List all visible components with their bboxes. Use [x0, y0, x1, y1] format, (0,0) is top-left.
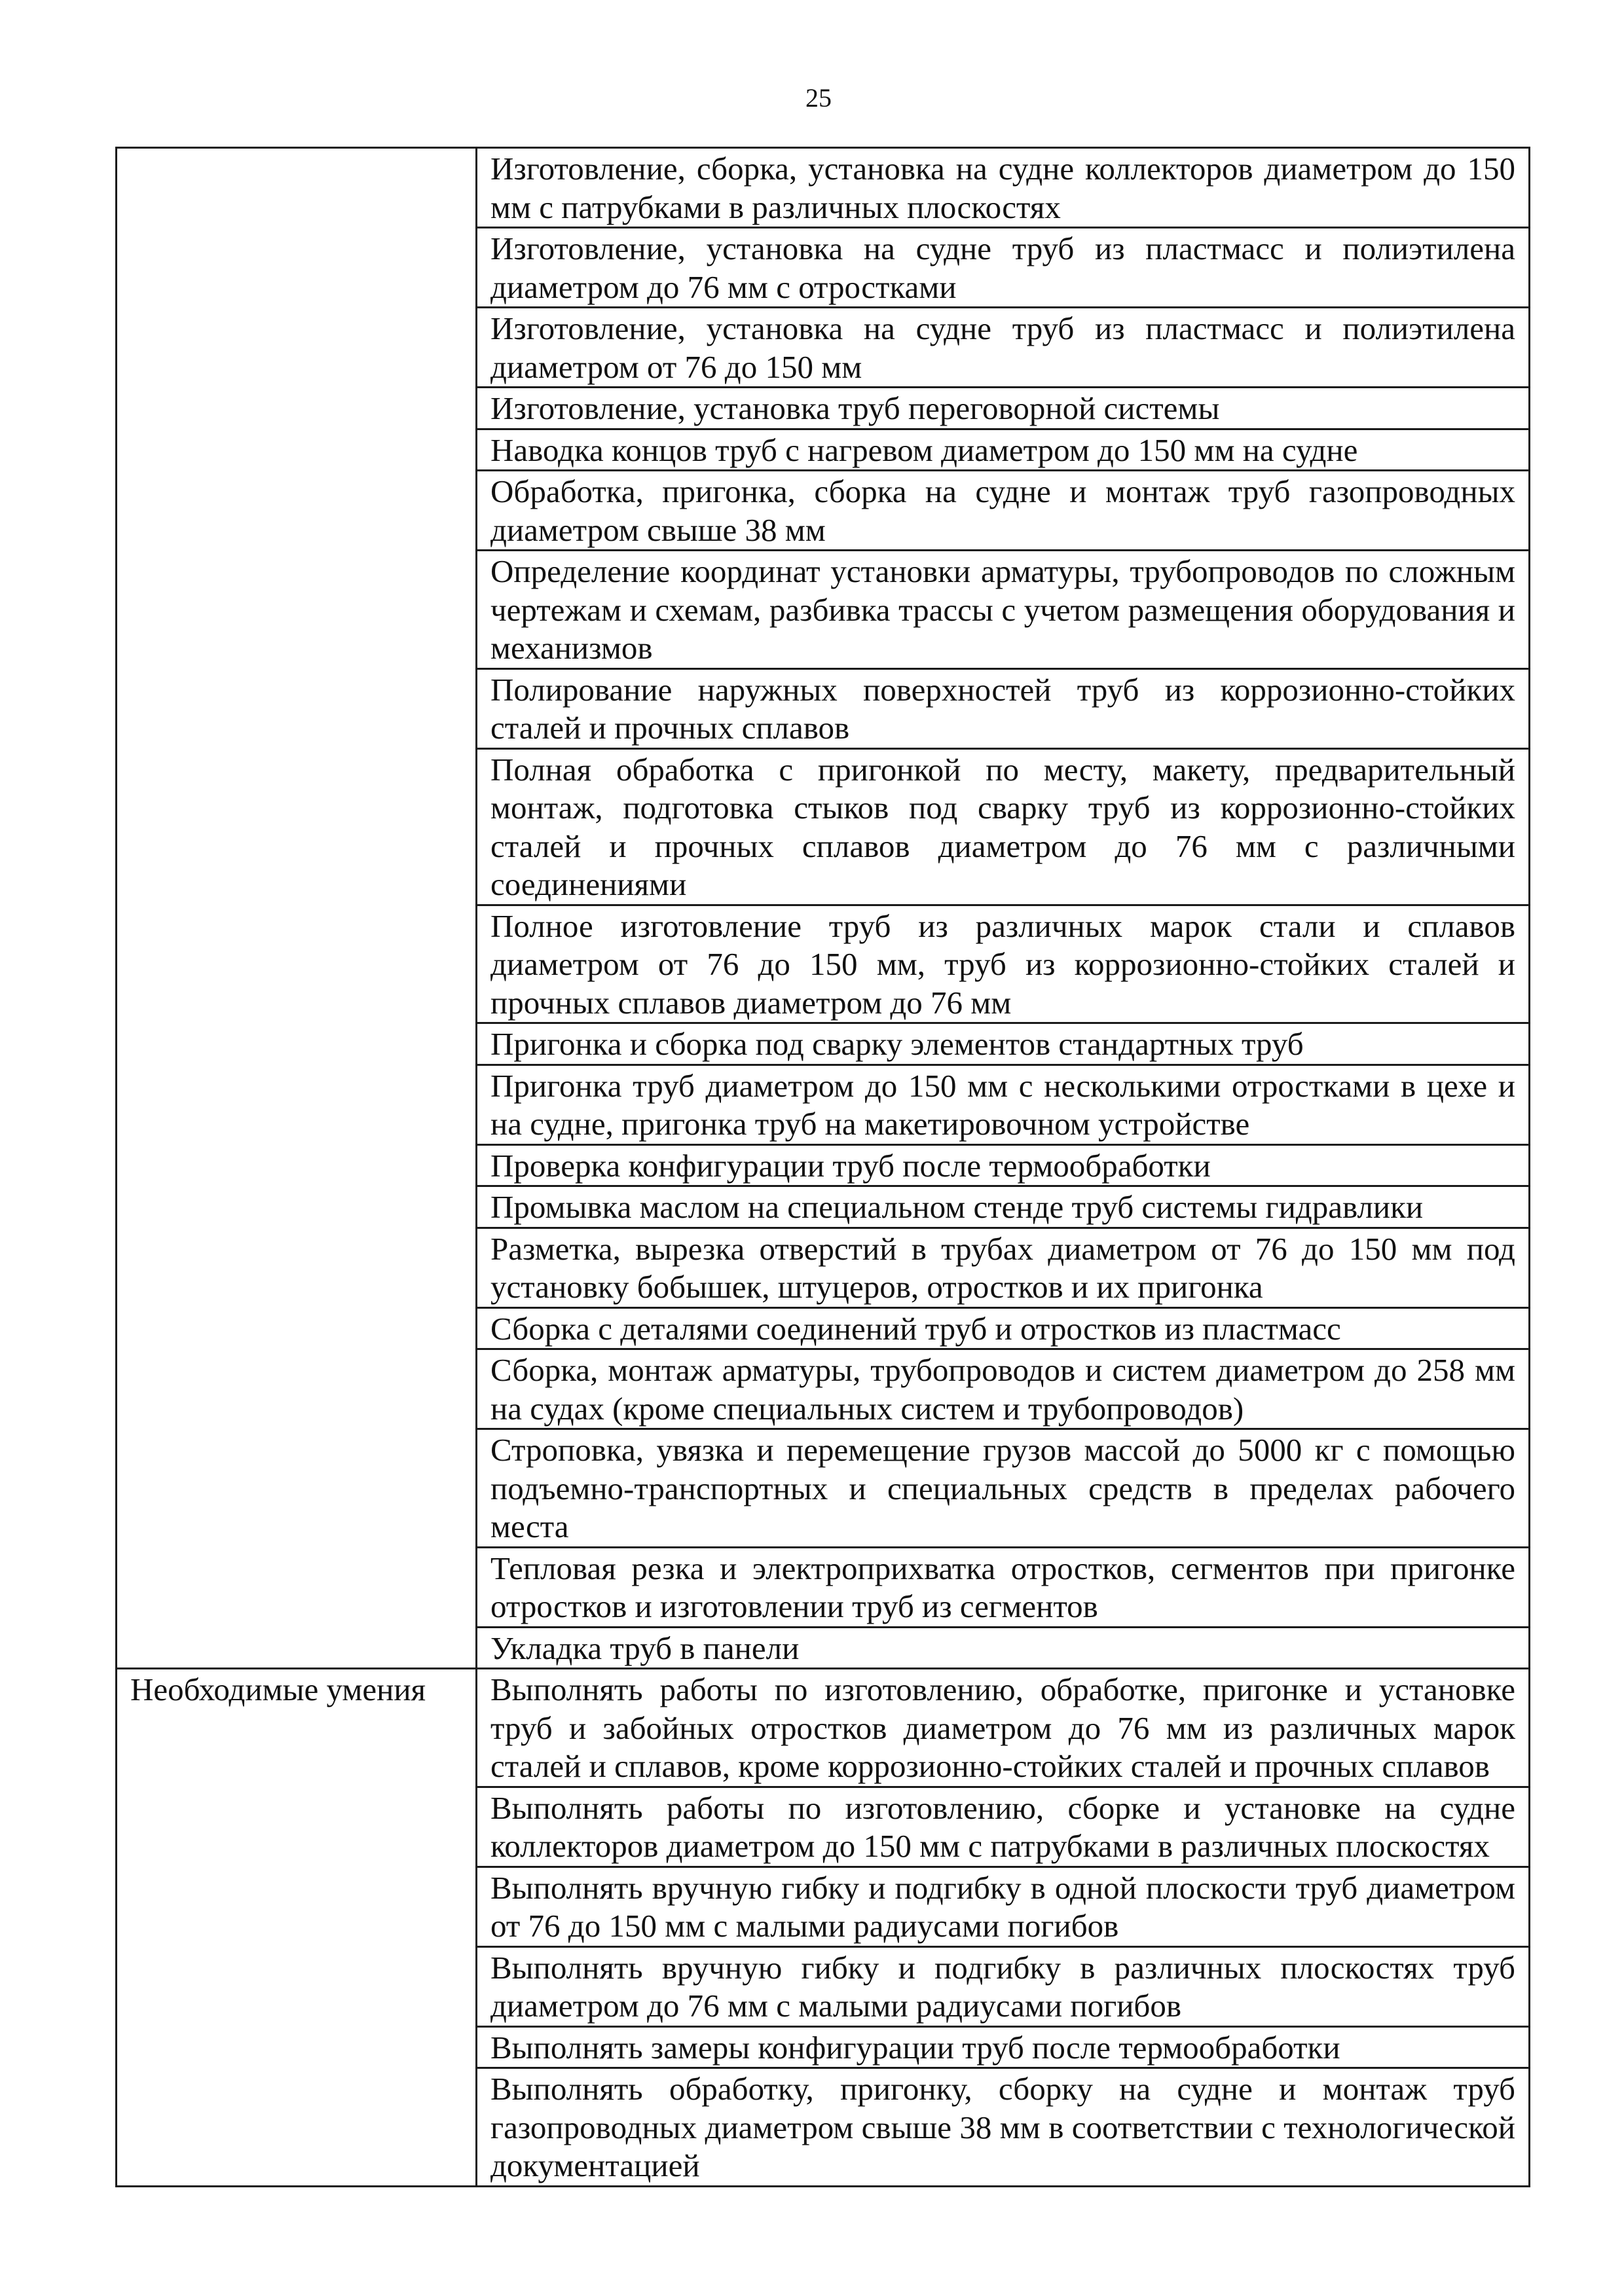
table-cell: Выполнять обработку, пригонку, сборку на судне и монтаж труб газопроводных диаметром свыше 38 мм в соответствии с технологической документацией: [477, 2068, 1530, 2187]
table-cell: Полное изготовление труб из различных марок стали и сплавов диаметром от 76 до 150 мм, труб из коррозионно-стойких сталей и прочных сплавов диаметром до 76 мм: [477, 905, 1530, 1023]
table-cell: Обработка, пригонка, сборка на судне и монтаж труб газопроводных диаметром свыше 38 мм: [477, 471, 1530, 551]
table-cell: Укладка труб в панели: [477, 1627, 1530, 1669]
table-cell: Выполнять вручную гибку и подгибку в различных плоскостях труб диаметром до 76 мм с малыми радиусами погибов: [477, 1946, 1530, 2026]
table-cell: Сборка с деталями соединений труб и отростков из пластмасс: [477, 1307, 1530, 1349]
table-cell: Изготовление, установка труб переговорной системы: [477, 388, 1530, 429]
table-row: [117, 148, 1530, 228]
table-cell: Полная обработка с пригонкой по месту, макету, предварительный монтаж, подготовка стыков под сварку труб из коррозионно-стойких сталей и прочных сплавов диаметром до 76 мм с различными соединениями: [477, 748, 1530, 905]
table-cell: Выполнять вручную гибку и подгибку в одной плоскости труб диаметром от 76 до 150 мм с малыми радиусами погибов: [477, 1867, 1530, 1946]
table-cell: Тепловая резка и электроприхватка отростков, сегментов при пригонке отростков и изготовлении труб из сегментов: [477, 1547, 1530, 1627]
table-cell: Пригонка труб диаметром до 150 мм с несколькими отростками в цехе и на судне, пригонка труб на макетировочном устройстве: [477, 1065, 1530, 1144]
table-cell: Пригонка и сборка под сварку элементов стандартных труб: [477, 1023, 1530, 1065]
table-row: [117, 1669, 1530, 1787]
table-cell: Промывка маслом на специальном стенде труб системы гидравлики: [477, 1186, 1530, 1228]
qualification-table: [115, 147, 1530, 2187]
table-cell: Разметка, вырезка отверстий в трубах диаметром от 76 до 150 мм под установку бобышек, штуцеров, отростков и их пригонка: [477, 1228, 1530, 1307]
table-cell: Строповка, увязка и перемещение грузов массой до 5000 кг с помощью подъемно-транспортных и специальных средств в пределах рабочего места: [477, 1429, 1530, 1548]
table-cell: Полирование наружных поверхностей труб из коррозионно-стойких сталей и прочных сплавов: [477, 668, 1530, 748]
page-number: 25: [805, 83, 832, 113]
section-label-labor-actions: [117, 148, 477, 1669]
table-cell: Сборка, монтаж арматуры, трубопроводов и систем диаметром до 258 мм на судах (кроме специальных систем и трубопроводов): [477, 1349, 1530, 1429]
table-cell: Проверка конфигурации труб после термообработки: [477, 1144, 1530, 1186]
table-cell: Наводка концов труб с нагревом диаметром до 150 мм на судне: [477, 429, 1530, 471]
table-cell: Изготовление, установка на судне труб из пластмасс и полиэтилена диаметром от 76 до 150 мм: [477, 308, 1530, 388]
table-cell: Изготовление, установка на судне труб из пластмасс и полиэтилена диаметром до 76 мм с отростками: [477, 228, 1530, 308]
table-cell: Определение координат установки арматуры, трубопроводов по сложным чертежам и схемам, разбивка трассы с учетом размещения оборудования и механизмов: [477, 551, 1530, 669]
table-cell: Изготовление, сборка, установка на судне коллекторов диаметром до 150 мм с патрубками в различных плоскостях: [477, 148, 1530, 228]
section-label-required-skills: Необходимые умения: [117, 1669, 477, 2187]
table-cell: Выполнять работы по изготовлению, обработке, пригонке и установке труб и забойных отростков диаметром до 76 мм из различных марок сталей и сплавов, кроме коррозионно-стойких сталей и прочных сплавов: [477, 1669, 1530, 1787]
table-cell: Выполнять замеры конфигурации труб после термообработки: [477, 2026, 1530, 2068]
table-cell: Выполнять работы по изготовлению, сборке и установке на судне коллекторов диаметром до 150 мм с патрубками в различных плоскостях: [477, 1787, 1530, 1867]
